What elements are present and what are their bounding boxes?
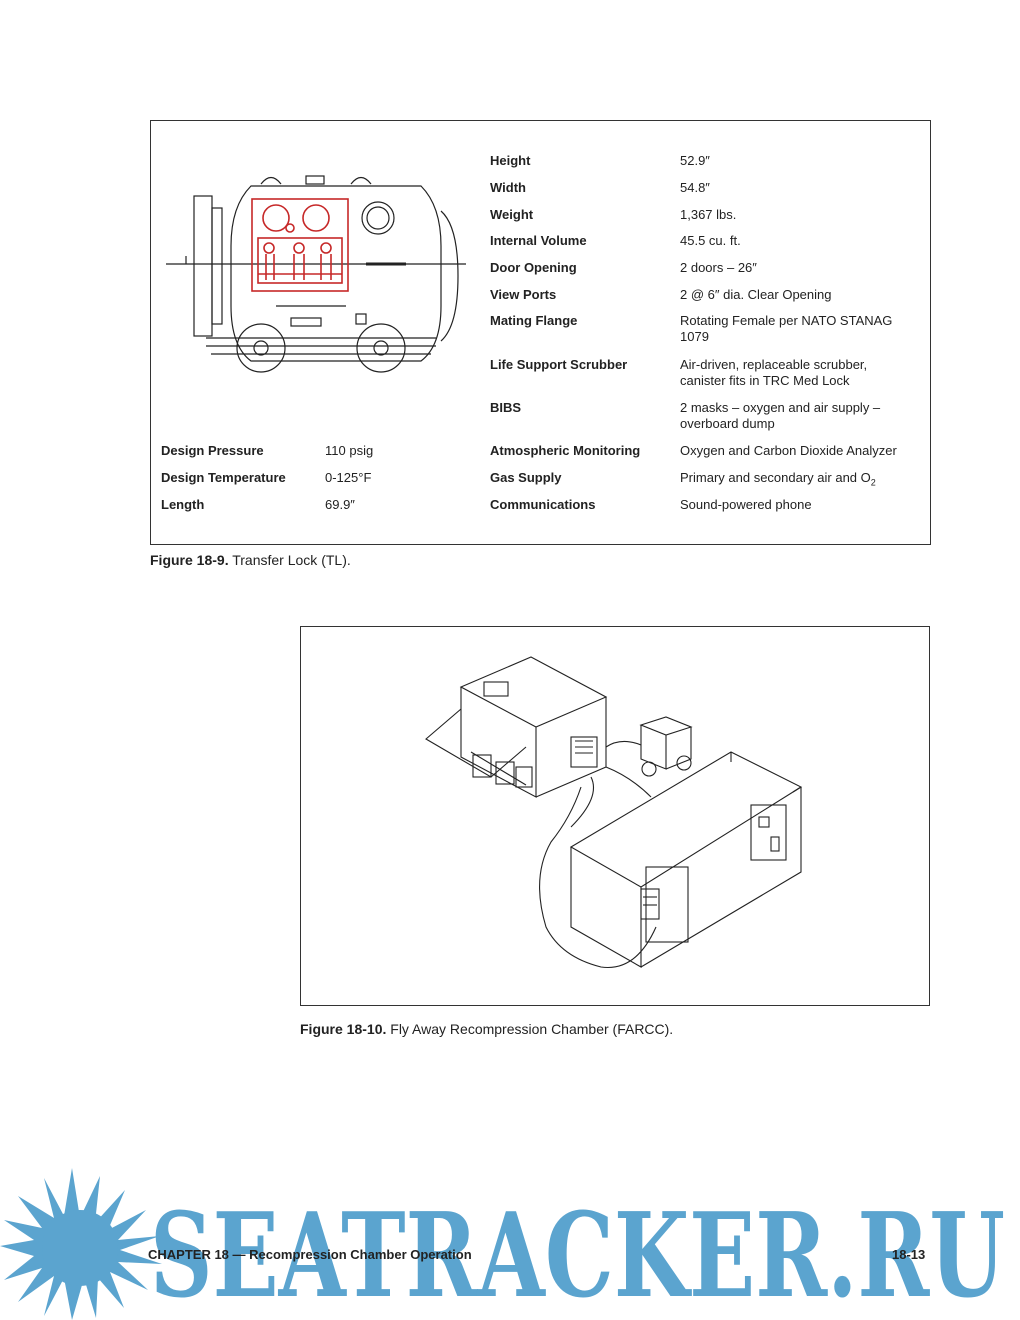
figure-18-10-number: Figure 18-10. (300, 1021, 387, 1037)
spec-label-internal-volume: Internal Volume (490, 233, 587, 248)
spec-value-view-ports: 2 @ 6″ dia. Clear Opening (680, 287, 832, 302)
footer-page-number: 18-13 (892, 1247, 926, 1262)
sun-logo-icon (0, 1168, 162, 1320)
figure-18-10-title: Fly Away Recompression Chamber (FARCC). (390, 1021, 674, 1037)
spec-label-bibs: BIBS (490, 400, 522, 415)
spec-label-mating-flange: Mating Flange (490, 313, 578, 328)
spec-label-length: Length (161, 497, 205, 512)
transfer-lock-drawing (166, 166, 476, 436)
spec-value-life-support-scrubber: Air-driven, replaceable scrubber, canister fits in TRC Med Lock (680, 357, 868, 388)
spec-label-weight: Weight (490, 207, 534, 222)
spec-label-atmospheric-monitoring: Atmospheric Monitoring (490, 443, 641, 458)
spec-value-door-opening: 2 doors – 26″ (680, 260, 757, 275)
spec-value-design-pressure: 110 psig (325, 443, 374, 458)
spec-label-life-support-scrubber: Life Support Scrubber (490, 357, 628, 372)
spec-label-view-ports: View Ports (490, 287, 557, 302)
spec-value-width: 54.8″ (680, 180, 710, 195)
farcc-drawing (301, 627, 929, 1005)
spec-value-bibs: 2 masks – oxygen and air supply – overboard dump (680, 400, 881, 431)
spec-label-door-opening: Door Opening (490, 260, 577, 275)
figure-18-10-frame (300, 626, 930, 1006)
spec-value-gas-supply (680, 470, 876, 491)
footer-chapter: CHAPTER 18 — Recompression Chamber Operation (148, 1247, 472, 1262)
gas-supply-subscript: 2 (870, 477, 876, 488)
spec-label-design-pressure: Design Pressure (161, 443, 264, 458)
spec-label-height: Height (490, 153, 531, 168)
spec-value-length: 69.9″ (325, 497, 355, 512)
seatracker-watermark (0, 1168, 1020, 1320)
figure-18-10-caption (300, 1021, 673, 1037)
figure-18-9-number: Figure 18-9. (150, 552, 229, 568)
figure-18-9-caption (150, 552, 351, 568)
spec-value-internal-volume: 45.5 cu. ft. (680, 233, 741, 248)
watermark-text: SEATRACKER.RU (150, 1188, 1005, 1320)
spec-label-communications: Communications (490, 497, 596, 512)
gas-supply-text: Primary and secondary air and O (680, 470, 871, 485)
spec-label-design-temperature: Design Temperature (161, 470, 286, 485)
figure-18-9-frame (150, 120, 931, 545)
spec-label-width: Width (490, 180, 526, 195)
spec-value-weight: 1,367 lbs. (680, 207, 737, 222)
spec-value-mating-flange: Rotating Female per NATO STANAG 1079 (680, 313, 893, 344)
spec-value-communications: Sound-powered phone (680, 497, 812, 512)
spec-value-height: 52.9″ (680, 153, 710, 168)
figure-18-9-title: Transfer Lock (TL). (232, 552, 351, 568)
spec-label-gas-supply: Gas Supply (490, 470, 562, 485)
spec-value-design-temperature: 0-125°F (325, 470, 372, 485)
spec-value-atmospheric-monitoring: Oxygen and Carbon Dioxide Analyzer (680, 443, 897, 458)
